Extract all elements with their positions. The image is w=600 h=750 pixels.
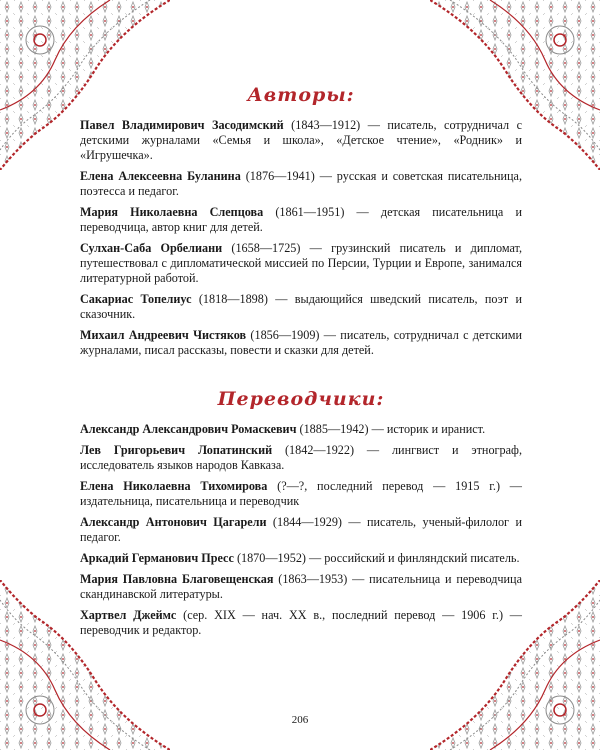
translators-heading: Переводчики: [217, 388, 385, 410]
page-content [80, 84, 522, 644]
person-name: Михаил Андреевич Чистяков [80, 328, 247, 342]
person-name: Елена Алексеевна Буланина [80, 169, 241, 183]
person-name: Сакариас Топелиус [80, 292, 192, 306]
person-description: (1870—1952) — российский и финляндский писатель. [233, 551, 520, 565]
author-entry [80, 169, 522, 199]
person-description: (1843—1912) — писатель, сотрудничал с детскими журналами «Семья и школа», «Детское чтение», «Родник» и «Игрушечка». [80, 118, 522, 162]
translator-entry [80, 515, 522, 545]
translator-entry [80, 572, 522, 602]
translator-entry [80, 608, 522, 638]
person-name: Александр Александрович Ромаскевич [80, 422, 297, 436]
author-entry [80, 118, 522, 163]
person-description: (1844—1929) — писатель, ученый-филолог и педагог. [80, 515, 522, 544]
person-description: (сер. XIX — нач. XX в., последний перевод — 1906 г.) — переводчик и редактор. [80, 608, 522, 637]
translator-entry [80, 479, 522, 509]
person-description: (1856—1909) — писатель, сотрудничал с детскими журналами, писал рассказы, повести и сказки для детей. [80, 328, 522, 357]
authors-list [80, 118, 522, 358]
person-description: (1861—1951) — детская писательница и переводчица, автор книг для детей. [80, 205, 522, 234]
person-name: Хартвел Джеймс [80, 608, 177, 622]
person-description: (1658—1725) — грузинский писатель и дипломат, путешествовал с дипломатической миссией по Персии, Турции и Европе, занимался литературной работой. [80, 241, 522, 285]
authors-heading: Авторы: [247, 84, 355, 106]
author-entry [80, 205, 522, 235]
person-name: Мария Павловна Благовещенская [80, 572, 274, 586]
person-description: (1876—1941) — русская и советская писательница, поэтесса и педагог. [80, 169, 522, 198]
page-number: 206 [291, 714, 309, 726]
person-description: (1818—1898) — выдающийся шведский писатель, поэт и сказочник. [80, 292, 522, 321]
person-name: Александр Антонович Цагарели [80, 515, 267, 529]
person-description: (?—?, последний перевод — 1915 г.) — издательница, писательница и переводчик [80, 479, 522, 508]
person-description: (1863—1953) — писательница и переводчица скандинавской литературы. [80, 572, 522, 601]
author-entry [80, 292, 522, 322]
author-entry [80, 241, 522, 286]
person-name: Елена Николаевна Тихомирова [80, 479, 268, 493]
person-name: Лев Григорьевич Лопатинский [80, 443, 273, 457]
translator-entry [80, 422, 522, 437]
translators-list [80, 422, 522, 638]
translator-entry [80, 443, 522, 473]
translator-entry [80, 551, 522, 566]
person-name: Аркадий Германович Пресс [80, 551, 234, 565]
person-name: Мария Николаевна Слепцова [80, 205, 264, 219]
person-name: Павел Владимирович Засодимский [80, 118, 284, 132]
person-description: (1885—1942) — историк и иранист. [296, 422, 486, 436]
person-description: (1842—1922) — лингвист и этнограф, исследователь языков народов Кавказа. [80, 443, 522, 472]
person-name: Сулхан-Саба Орбелиани [80, 241, 223, 255]
author-entry [80, 328, 522, 358]
